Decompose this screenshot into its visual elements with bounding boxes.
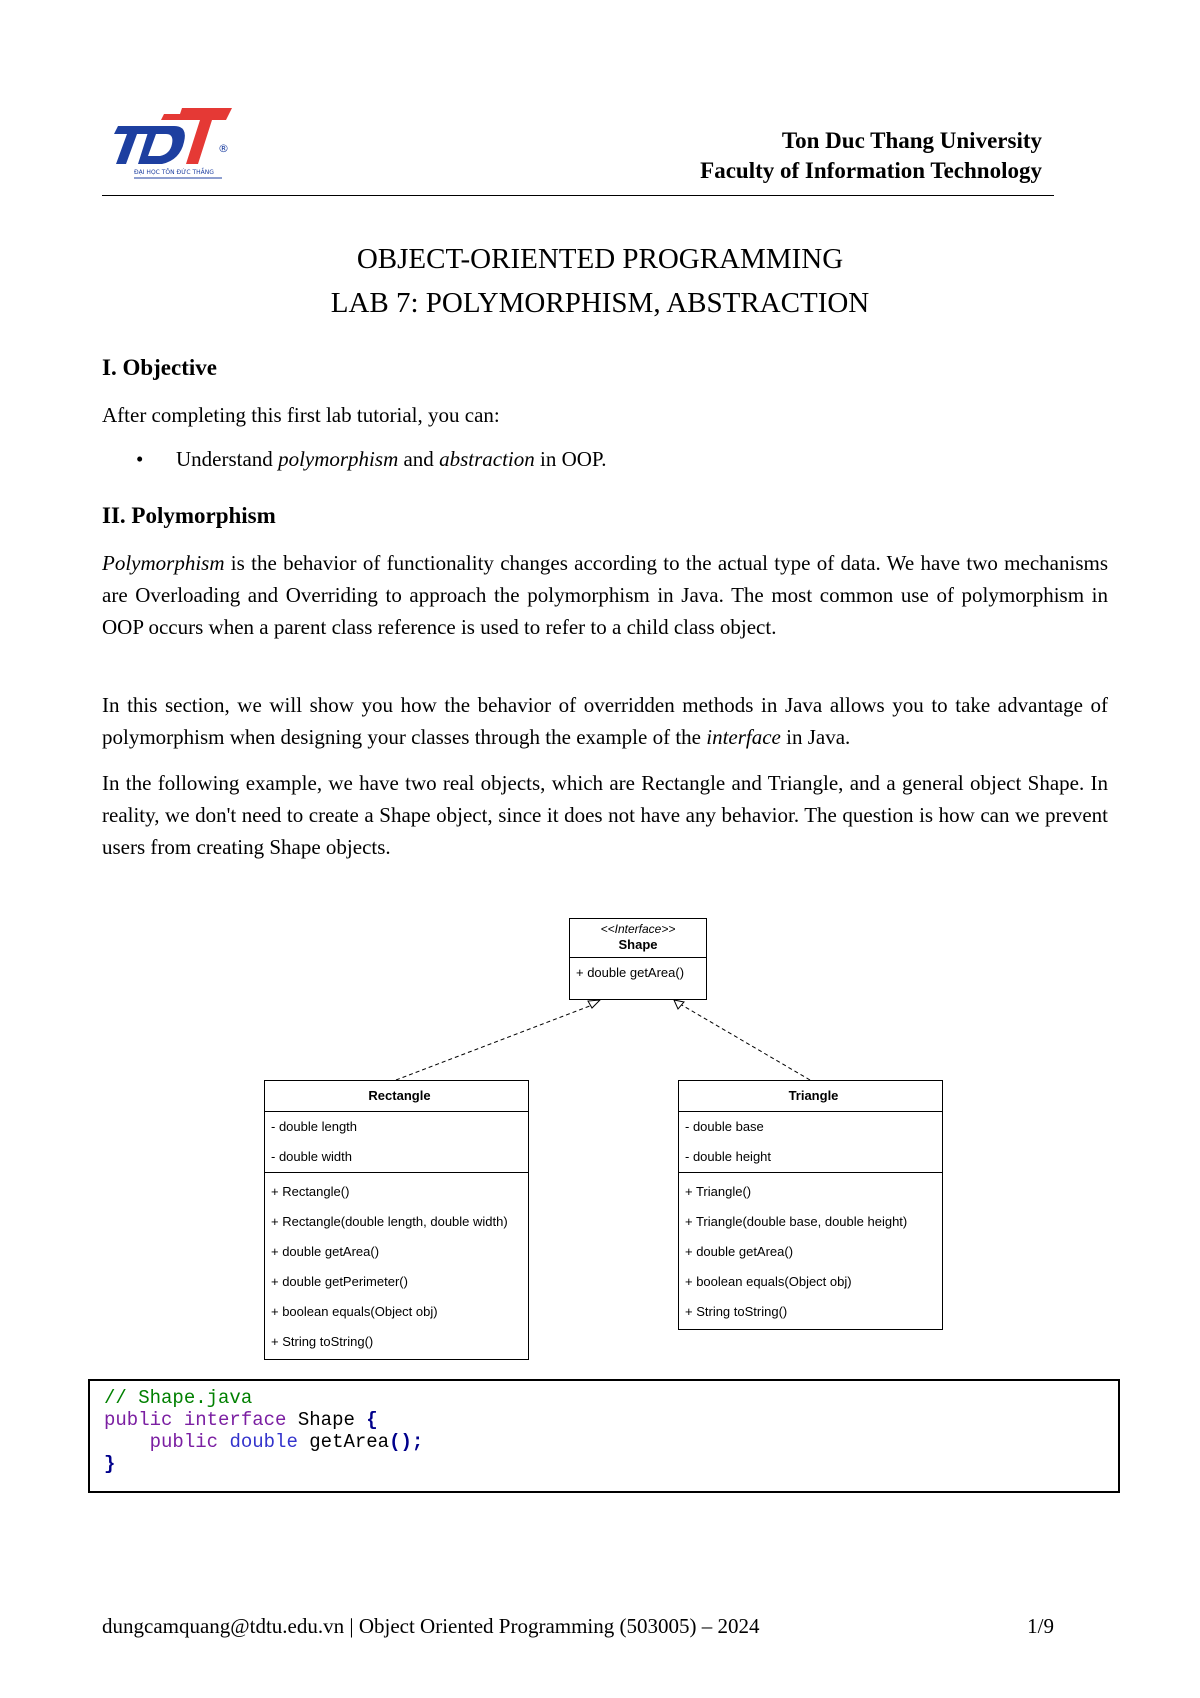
code-line-3: } [104, 1453, 116, 1475]
uml-rectangle-class [264, 1080, 529, 1360]
triangle-method: + String toString() [685, 1304, 788, 1319]
triangle-method: + double getArea() [685, 1244, 794, 1259]
objective-heading: I. Objective [102, 355, 217, 380]
rectangle-field: - double length [271, 1119, 358, 1134]
triangle-realization-line [680, 1004, 810, 1080]
triangle-method: + Triangle(double base, double height) [685, 1214, 908, 1229]
rectangle-arrowhead [588, 1000, 600, 1008]
rectangle-method: + Rectangle(double length, double width) [271, 1214, 508, 1229]
faculty-name: Faculty of Information Technology [700, 158, 1042, 183]
polymorphism-paragraph-2: In this section, we will show you how the behavior of overridden methods in Java allows you to take advantage of polymorphism when designing your classes through the example of the interface in Java. [102, 693, 1108, 749]
lab-title: LAB 7: POLYMORPHISM, ABSTRACTION [330, 287, 870, 319]
bullet-dot: • [136, 447, 144, 471]
rectangle-method: + double getArea() [271, 1244, 380, 1259]
uml-triangle-class [678, 1080, 943, 1330]
polymorphism-heading: II. Polymorphism [102, 503, 276, 528]
objective-intro: After completing this first lab tutorial, you can: [102, 403, 500, 427]
rectangle-field: - double width [271, 1149, 352, 1164]
stereotype-label: <<Interface>> [600, 922, 676, 936]
svg-text:ĐẠI HỌC TÔN ĐỨC THẮNG: ĐẠI HỌC TÔN ĐỨC THẮNG [134, 169, 214, 176]
triangle-method: + Triangle() [685, 1184, 752, 1199]
rectangle-class-name: Rectangle [368, 1088, 431, 1103]
course-title: OBJECT-ORIENTED PROGRAMMING [356, 243, 844, 275]
triangle-field: - double height [685, 1149, 772, 1164]
rectangle-method: + double getPerimeter() [271, 1274, 408, 1289]
shape-class-name: Shape [618, 937, 658, 952]
rectangle-realization-line [396, 1004, 595, 1080]
code-line-2: public double getArea(); [149, 1431, 424, 1453]
page-footer: dungcamquang@tdtu.edu.vn | Object Oriented Programming (503005) – 2024 [102, 1614, 760, 1638]
triangle-arrowhead [674, 1000, 684, 1009]
svg-text:®: ® [218, 142, 229, 155]
polymorphism-paragraph-1: Polymorphism is the behavior of functionality changes according to the actual type of data. We have two mechanisms are Overloading and Overriding to approach the polymorphism in Java. The most common use of polymorphism in OOP occurs when a parent class reference is used to refer to a child class object. [102, 551, 1108, 639]
rectangle-method: + String toString() [271, 1334, 374, 1349]
triangle-class-name: Triangle [788, 1088, 839, 1103]
objective-bullet: Understand polymorphism and abstraction in OOP. [176, 447, 607, 471]
shape-method: + double getArea() [576, 965, 685, 980]
university-name: Ton Duc Thang University [781, 128, 1042, 153]
triangle-method: + boolean equals(Object obj) [685, 1274, 852, 1289]
code-line-1: public interface Shape { [104, 1409, 378, 1431]
page-number: 1/9 [1027, 1614, 1054, 1638]
triangle-field: - double base [685, 1119, 764, 1134]
code-comment: // Shape.java [104, 1387, 253, 1409]
rectangle-method: + boolean equals(Object obj) [271, 1304, 438, 1319]
polymorphism-paragraph-3: In the following example, we have two real objects, which are Rectangle and Triangle, and a general object Shape. In reality, we don't need to create a Shape object, since it does not have any behavior. The question is how can we prevent users from creating Shape objects. [102, 771, 1108, 859]
uml-shape-interface [569, 918, 707, 1000]
rectangle-method: + Rectangle() [271, 1184, 350, 1199]
code-block [88, 1379, 1120, 1493]
